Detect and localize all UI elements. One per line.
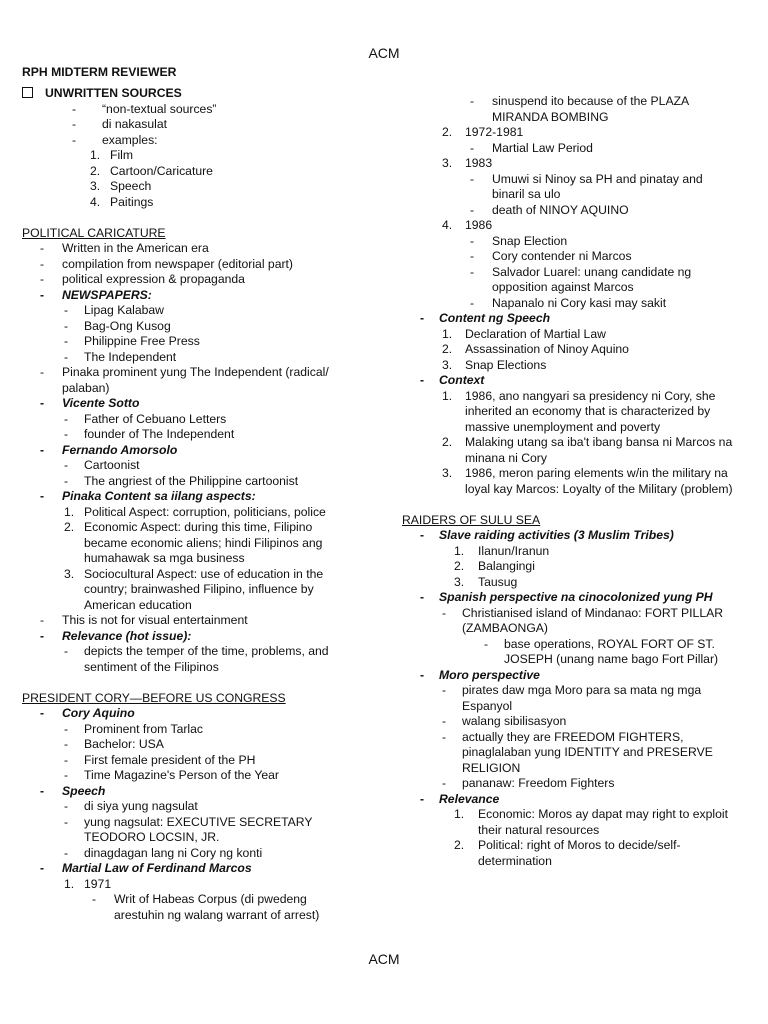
heading-text: UNWRITTEN SOURCES xyxy=(45,86,182,100)
bullet-item xyxy=(22,133,360,149)
item-text: (ZAMBAONGA) xyxy=(462,621,548,635)
dash-marker: - xyxy=(64,799,69,813)
continuation-line xyxy=(22,582,360,598)
bullet-item xyxy=(402,776,752,792)
continuation-line xyxy=(402,420,752,436)
item-text: Cory Aquino xyxy=(62,706,135,720)
dash-marker: - xyxy=(40,628,45,643)
document-title: RPH MIDTERM REVIEWER xyxy=(22,65,177,79)
continuation-line xyxy=(402,451,752,467)
dash-marker: - xyxy=(470,233,475,248)
bullet-item xyxy=(402,668,752,684)
item-text: Father of Cebuano Letters xyxy=(84,411,227,426)
bullet-item xyxy=(402,172,752,188)
item-text: Napanalo ni Cory kasi may sakit xyxy=(492,295,667,310)
item-text: Written in the American era xyxy=(62,241,209,255)
item-text: Ilanun/Iranun xyxy=(478,543,550,558)
dash-marker: - xyxy=(40,861,45,875)
item-text: Time Magazine's Person of the Year xyxy=(84,768,279,782)
dash-marker: - xyxy=(484,636,489,651)
item-text: Slave raiding activities (3 Muslim Tribes) xyxy=(439,528,674,542)
item-text: Relevance xyxy=(439,791,500,806)
item-text: sinuspend ito because of the PLAZA xyxy=(492,94,690,108)
continuation-line xyxy=(402,823,752,839)
item-text: di siya yung nagsulat xyxy=(84,799,198,813)
dash-marker: - xyxy=(442,683,447,697)
item-text: Cartoon/Caricature xyxy=(110,163,213,178)
bullet-item xyxy=(402,714,752,730)
bullet-item xyxy=(402,311,752,327)
numbered-item xyxy=(402,218,752,234)
bullet-item xyxy=(402,141,752,157)
dash-marker: - xyxy=(40,396,45,410)
bullet-item xyxy=(22,768,360,784)
dash-marker: - xyxy=(64,473,69,488)
dash-marker: - xyxy=(420,791,425,806)
number-marker: 2. xyxy=(442,125,453,139)
bullet-item xyxy=(22,319,360,335)
number-marker: 1. xyxy=(90,148,101,162)
bullet-item xyxy=(22,257,360,273)
item-text: MIRANDA BOMBING xyxy=(492,109,609,124)
item-text: Martial Law Period xyxy=(492,140,593,155)
dash-marker: - xyxy=(442,605,447,620)
number-marker: 2. xyxy=(442,435,453,449)
item-text: Paitings xyxy=(110,194,154,209)
bullet-item xyxy=(402,373,752,389)
item-text: 1986 xyxy=(465,218,493,232)
item-text: Writ of Habeas Corpus (di pwedeng xyxy=(114,892,307,906)
item-text: Political Aspect: corruption, politicians, police xyxy=(84,504,326,519)
numbered-item xyxy=(402,838,752,854)
dash-marker: - xyxy=(420,528,425,542)
item-text: The angriest of the Philippine cartoonist xyxy=(84,473,299,488)
continuation-line xyxy=(402,854,752,870)
continuation-line xyxy=(402,761,752,777)
numbered-item xyxy=(22,164,360,180)
section-heading-text: RAIDERS OF SULU SEA xyxy=(402,512,541,527)
continuation-line xyxy=(402,404,752,420)
number-marker: 1. xyxy=(442,388,453,403)
number-marker: 4. xyxy=(442,218,453,232)
number-marker: 1. xyxy=(454,543,465,558)
dash-marker: - xyxy=(470,295,475,310)
bullet-item xyxy=(22,303,360,319)
item-text: Snap Election xyxy=(492,233,568,248)
number-marker: 2. xyxy=(454,559,465,573)
dash-marker: - xyxy=(64,768,69,782)
numbered-item xyxy=(402,327,752,343)
item-text: sentiment of the Filipinos xyxy=(84,659,219,674)
numbered-item xyxy=(22,520,360,536)
bullet-item xyxy=(402,730,752,746)
item-text: Tausug xyxy=(478,574,518,589)
item-text: their natural resources xyxy=(478,822,600,837)
item-text: Film xyxy=(110,148,134,162)
dash-marker: - xyxy=(420,590,425,604)
item-text: Content ng Speech xyxy=(439,311,551,325)
item-text: Bachelor: USA xyxy=(84,737,164,751)
numbered-item xyxy=(22,505,360,521)
item-text: Christianised island of Mindanao: FORT PILLAR xyxy=(462,605,724,620)
dash-marker: - xyxy=(40,365,45,379)
dash-marker: - xyxy=(64,814,69,829)
continuation-line xyxy=(22,381,360,397)
number-marker: 3. xyxy=(442,156,453,170)
continuation-line xyxy=(22,830,360,846)
checkbox-heading xyxy=(22,86,360,102)
bullet-item xyxy=(22,629,360,645)
item-text: Moro perspective xyxy=(439,667,540,682)
item-text: Salvador Luarel: unang candidate ng xyxy=(492,264,692,279)
numbered-item xyxy=(402,575,752,591)
dash-marker: - xyxy=(64,318,69,333)
bullet-item xyxy=(22,427,360,443)
item-text: Declaration of Martial Law xyxy=(465,326,606,341)
numbered-item xyxy=(22,567,360,583)
bullet-item xyxy=(22,846,360,862)
bullet-item xyxy=(22,784,360,800)
numbered-item xyxy=(22,179,360,195)
right-column-body xyxy=(402,94,752,869)
continuation-line xyxy=(402,699,752,715)
item-text: determination xyxy=(478,853,552,868)
bullet-item xyxy=(22,474,360,490)
dash-marker: - xyxy=(40,613,45,627)
section-heading xyxy=(22,226,360,242)
item-text: yung nagsulat: EXECUTIVE SECRETARY xyxy=(84,814,313,829)
number-marker: 4. xyxy=(90,194,101,209)
dash-marker: - xyxy=(64,644,69,658)
item-text: American education xyxy=(84,597,192,612)
continuation-line xyxy=(402,621,752,637)
bullet-item xyxy=(22,102,360,118)
continuation-line xyxy=(402,280,752,296)
dash-marker: - xyxy=(420,667,425,682)
spacer xyxy=(402,497,752,513)
bullet-item xyxy=(22,396,360,412)
bullet-item xyxy=(402,683,752,699)
item-text: Relevance (hot issue): xyxy=(62,628,192,643)
dash-marker: - xyxy=(40,256,45,271)
bullet-item xyxy=(22,613,360,629)
item-text: Speech xyxy=(62,783,106,798)
numbered-item xyxy=(402,807,752,823)
item-text: binaril sa ulo xyxy=(492,187,561,201)
left-column xyxy=(22,64,360,923)
numbered-item xyxy=(402,156,752,172)
number-marker: 1. xyxy=(442,326,453,341)
bullet-item xyxy=(402,606,752,622)
item-text: TEODORO LOCSIN, JR. xyxy=(84,830,220,844)
number-marker: 3. xyxy=(442,357,453,372)
number-marker: 3. xyxy=(454,574,465,589)
bullet-item xyxy=(22,288,360,304)
item-text: examples: xyxy=(102,132,158,147)
dash-marker: - xyxy=(470,171,475,186)
checkbox-icon xyxy=(22,87,33,98)
item-text: Spanish perspective na cinocolonized yung PH xyxy=(439,590,713,604)
item-text: actually they are FREEDOM FIGHTERS, xyxy=(462,729,684,744)
dash-marker: - xyxy=(470,249,475,263)
item-text: Bag-Ong Kusog xyxy=(84,318,171,333)
bullet-item xyxy=(22,412,360,428)
continuation-line xyxy=(22,660,360,676)
item-text: 1986, ano nangyari sa presidency ni Cory, she xyxy=(465,388,716,403)
item-text: humahawak sa mga business xyxy=(84,551,245,565)
item-text: 1986, meron paring elements w/in the military na xyxy=(465,466,728,480)
left-column-body xyxy=(22,86,360,923)
item-text: opposition against Marcos xyxy=(492,280,634,294)
bullet-item xyxy=(22,365,360,381)
dash-marker: - xyxy=(470,140,475,155)
item-text: loyal kay Marcos: Loyalty of the Military (problem) xyxy=(465,481,733,496)
page-footer: ACM xyxy=(368,951,400,967)
item-text: compilation from newspaper (editorial part) xyxy=(62,256,293,271)
spacer xyxy=(22,210,360,226)
item-text: Fernando Amorsolo xyxy=(62,442,178,457)
item-text: depicts the temper of the time, problems, and xyxy=(84,644,329,658)
number-marker: 3. xyxy=(442,466,453,480)
item-text: dinagdagan lang ni Cory ng konti xyxy=(84,845,263,860)
item-text: Context xyxy=(439,373,485,387)
item-text: Balangingi xyxy=(478,559,535,573)
section-heading xyxy=(22,691,360,707)
numbered-item xyxy=(402,125,752,141)
bullet-item xyxy=(22,350,360,366)
item-text: 1971 xyxy=(84,876,112,891)
numbered-item xyxy=(402,389,752,405)
item-text: political expression & propaganda xyxy=(62,272,245,286)
continuation-line xyxy=(402,652,752,668)
item-text: minana ni Cory xyxy=(465,450,547,465)
item-text: Economic: Moros ay dapat may right to exploit xyxy=(478,807,728,821)
dash-marker: - xyxy=(40,287,45,302)
continuation-line xyxy=(402,745,752,761)
item-text: First female president of the PH xyxy=(84,752,256,767)
dash-marker: - xyxy=(442,729,447,744)
section-heading-text: PRESIDENT CORY—BEFORE US CONGRESS xyxy=(22,690,286,705)
continuation-line xyxy=(402,187,752,203)
dash-marker: - xyxy=(64,737,69,751)
numbered-item xyxy=(402,342,752,358)
bullet-item xyxy=(22,753,360,769)
item-text: Speech xyxy=(110,179,152,193)
continuation-line xyxy=(22,598,360,614)
bullet-item xyxy=(402,590,752,606)
dash-marker: - xyxy=(40,272,45,286)
dash-marker: - xyxy=(442,714,447,728)
item-text: pirates daw mga Moro para sa mata ng mga xyxy=(462,683,702,697)
item-text: pinaglalaban yung IDENTITY and PRESERVE xyxy=(462,745,713,759)
dash-marker: - xyxy=(64,845,69,860)
page-header: ACM xyxy=(368,45,400,61)
item-text: became economic aliens; hindi Filipinos ang xyxy=(84,535,323,550)
item-text: Lipag Kalabaw xyxy=(84,303,164,317)
spacer xyxy=(22,675,360,691)
dash-marker: - xyxy=(64,752,69,767)
numbered-item xyxy=(402,544,752,560)
numbered-item xyxy=(402,435,752,451)
bullet-item xyxy=(22,892,360,908)
item-text: Prominent from Tarlac xyxy=(84,721,203,736)
bullet-item xyxy=(402,637,752,653)
numbered-item xyxy=(402,559,752,575)
item-text: Economic Aspect: during this time, Filipino xyxy=(84,520,313,534)
item-text: Umuwi si Ninoy sa PH and pinatay and xyxy=(492,171,703,186)
item-text: NEWSPAPERS: xyxy=(62,287,152,302)
bullet-item xyxy=(22,117,360,133)
numbered-item xyxy=(402,466,752,482)
item-text: Cory contender ni Marcos xyxy=(492,249,632,263)
item-text: Pinaka Content sa iilang aspects: xyxy=(62,489,256,503)
bullet-item xyxy=(402,792,752,808)
item-text: Sociocultural Aspect: use of education in the xyxy=(84,566,324,581)
bullet-item xyxy=(22,644,360,660)
bullet-item xyxy=(22,241,360,257)
number-marker: 2. xyxy=(64,520,75,534)
numbered-item xyxy=(402,358,752,374)
number-marker: 1. xyxy=(64,876,75,891)
item-text: base operations, ROYAL FORT OF ST. xyxy=(504,636,715,651)
bullet-item xyxy=(402,528,752,544)
dash-marker: - xyxy=(470,264,475,279)
item-text: Martial Law of Ferdinand Marcos xyxy=(62,861,252,875)
dash-marker: - xyxy=(40,783,45,798)
number-marker: 1. xyxy=(454,807,465,821)
dash-marker: - xyxy=(64,349,69,364)
dash-marker: - xyxy=(64,458,69,472)
item-text: Pinaka prominent yung The Independent (radical/ xyxy=(62,365,329,379)
item-text: “non-textual sources” xyxy=(102,101,217,116)
item-text: inherited an economy that is characterized by xyxy=(465,404,711,418)
item-text: JOSEPH (unang name bago Fort Pillar) xyxy=(504,652,719,666)
dash-marker: - xyxy=(64,334,69,348)
number-marker: 2. xyxy=(454,838,465,852)
dash-marker: - xyxy=(72,132,77,147)
bullet-item xyxy=(402,203,752,219)
bullet-item xyxy=(402,296,752,312)
bullet-item xyxy=(22,334,360,350)
item-text: This is not for visual entertainment xyxy=(62,613,248,627)
item-text: Snap Elections xyxy=(465,357,547,372)
number-marker: 2. xyxy=(90,163,101,178)
dash-marker: - xyxy=(92,892,97,906)
section-heading-text: POLITICAL CARICATURE xyxy=(22,225,166,240)
dash-marker: - xyxy=(64,721,69,736)
dash-marker: - xyxy=(72,117,77,131)
bullet-item xyxy=(22,737,360,753)
item-text: The Independent xyxy=(84,349,177,364)
dash-marker: - xyxy=(470,94,475,108)
bullet-item xyxy=(402,265,752,281)
dash-marker: - xyxy=(72,101,77,116)
number-marker: 3. xyxy=(64,566,75,581)
bullet-item xyxy=(22,458,360,474)
number-marker: 2. xyxy=(442,342,453,356)
bullet-item xyxy=(22,799,360,815)
item-text: RELIGION xyxy=(462,760,521,775)
bullet-item xyxy=(402,234,752,250)
item-text: Assassination of Ninoy Aquino xyxy=(465,342,629,356)
bullet-item xyxy=(22,443,360,459)
dash-marker: - xyxy=(64,411,69,426)
item-text: 1972-1981 xyxy=(465,125,524,139)
bullet-item xyxy=(402,94,752,110)
item-text: massive unemployment and poverty xyxy=(465,419,661,434)
dash-marker: - xyxy=(442,776,447,790)
continuation-line xyxy=(22,908,360,924)
dash-marker: - xyxy=(64,303,69,317)
item-text: Cartoonist xyxy=(84,458,140,472)
numbered-item xyxy=(22,877,360,893)
continuation-line xyxy=(22,551,360,567)
item-text: di nakasulat xyxy=(102,117,168,131)
item-text: death of NINOY AQUINO xyxy=(492,202,629,217)
item-text: walang sibilisasyon xyxy=(462,714,567,728)
dash-marker: - xyxy=(40,489,45,503)
item-text: Vicente Sotto xyxy=(62,396,140,410)
bullet-item xyxy=(22,272,360,288)
numbered-item xyxy=(22,148,360,164)
dash-marker: - xyxy=(40,241,45,255)
item-text: 1983 xyxy=(465,156,493,170)
bullet-item xyxy=(22,722,360,738)
bullet-item xyxy=(22,706,360,722)
item-text: palaban) xyxy=(62,380,110,395)
number-marker: 3. xyxy=(90,179,101,193)
numbered-item xyxy=(22,195,360,211)
item-text: Malaking utang sa iba't ibang bansa ni Marcos na xyxy=(465,435,733,449)
item-text: founder of The Independent xyxy=(84,427,235,441)
item-text: Philippine Free Press xyxy=(84,334,200,348)
number-marker: 1. xyxy=(64,504,75,519)
item-text: Political: right of Moros to decide/self- xyxy=(478,838,681,852)
bullet-item xyxy=(402,249,752,265)
bullet-item xyxy=(22,815,360,831)
item-text: Espanyol xyxy=(462,698,513,713)
dash-marker: - xyxy=(470,202,475,217)
item-text: arestuhin ng walang warrant of arrest) xyxy=(114,907,320,922)
continuation-line xyxy=(402,110,752,126)
item-text: country; brainwashed Filipino, influence by xyxy=(84,582,314,596)
dash-marker: - xyxy=(40,706,45,720)
dash-marker: - xyxy=(64,427,69,441)
bullet-item xyxy=(22,861,360,877)
section-heading xyxy=(402,513,752,529)
right-column xyxy=(402,94,752,869)
bullet-item xyxy=(22,489,360,505)
dash-marker: - xyxy=(40,442,45,457)
dash-marker: - xyxy=(420,311,425,325)
dash-marker: - xyxy=(420,373,425,387)
item-text: pananaw: Freedom Fighters xyxy=(462,776,615,790)
continuation-line xyxy=(402,482,752,498)
continuation-line xyxy=(22,536,360,552)
